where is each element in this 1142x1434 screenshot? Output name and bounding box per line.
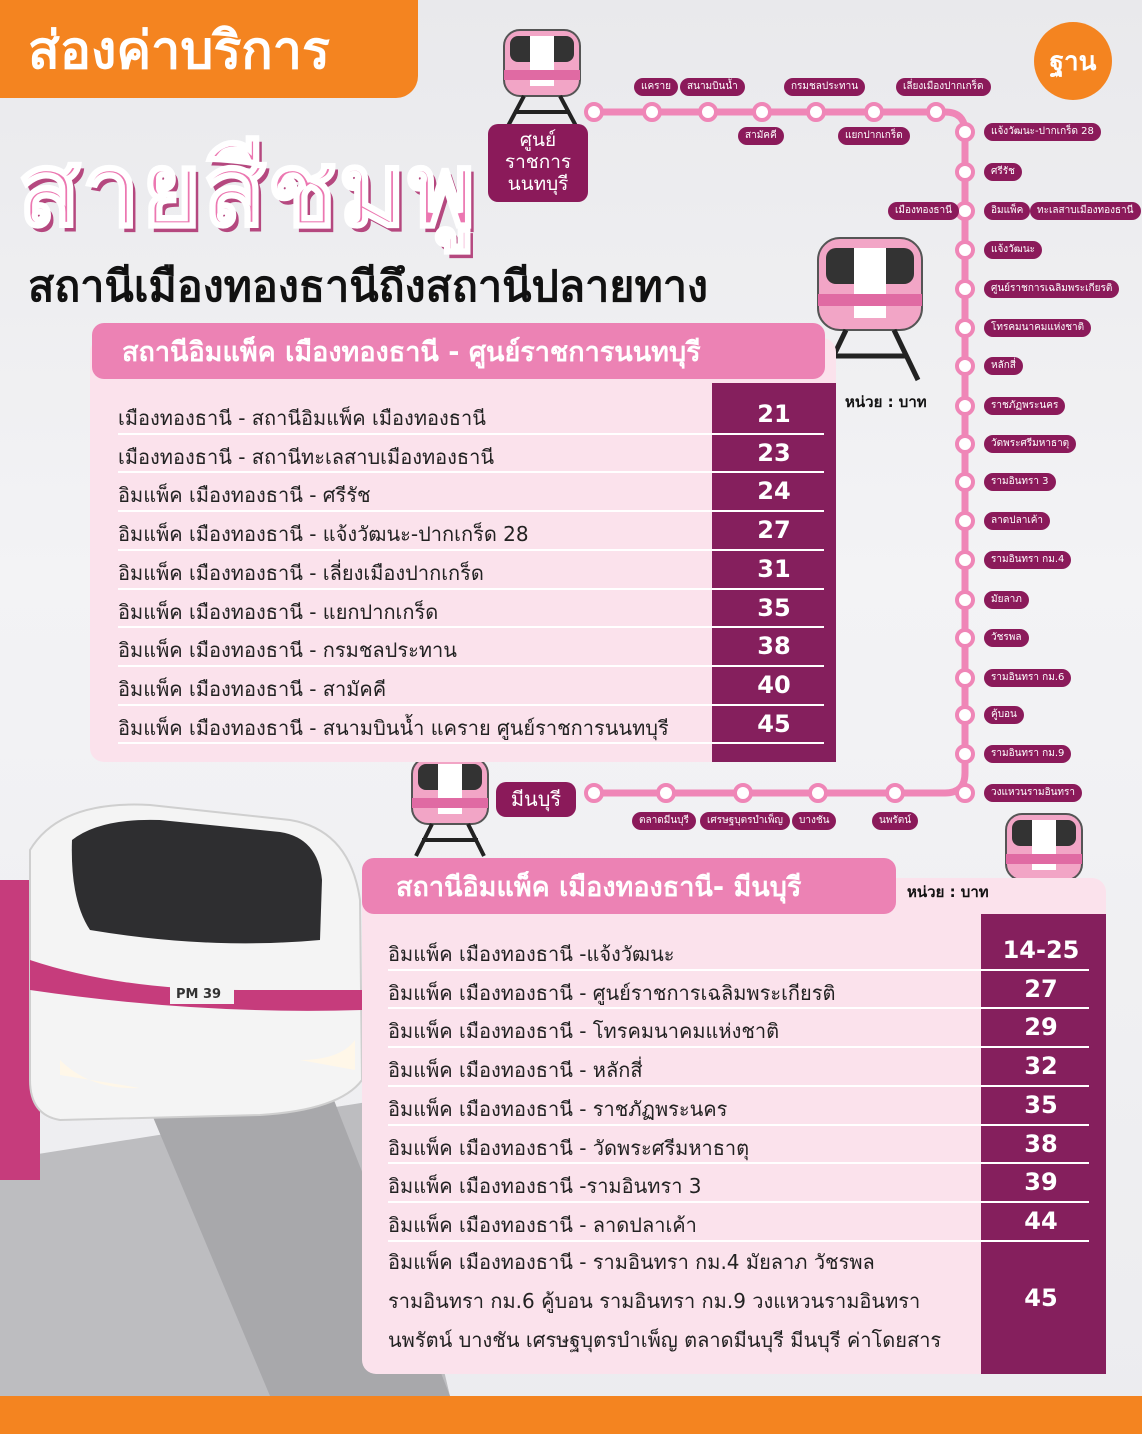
station-dot <box>957 358 973 374</box>
route-cell: เมืองทองธานี - สถานีอิมแพ็ค เมืองทองธานี <box>118 406 486 430</box>
station-label: วัดพระศรีมหาธาตุ <box>984 435 1076 453</box>
route-cell: อิมแพ็ค เมืองทองธานี - ลาดปลาเค้า <box>388 1212 697 1237</box>
station-label: เศรษฐบุตรบำเพ็ญ <box>700 812 790 830</box>
station-label: ศรีรัช <box>984 163 1022 181</box>
route-cell: อิมแพ็ค เมืองทองธานี - เลี่ยงเมืองปากเกร็ด <box>118 560 484 585</box>
fare-cell: 39 <box>1024 1168 1058 1197</box>
route-cell: อิมแพ็ค เมืองทองธานี - ราชภัฏพระนคร <box>388 1096 728 1121</box>
fare-cell: 38 <box>1024 1129 1058 1158</box>
station-dot <box>586 104 602 120</box>
station-dot <box>658 785 674 801</box>
row-divider <box>388 1007 1089 1009</box>
row-divider <box>118 626 824 628</box>
station-label: วงแหวนรามอินทรา <box>984 784 1082 802</box>
fare-cell: 32 <box>1024 1052 1058 1081</box>
unit-label: หน่วย : บาท <box>907 883 989 901</box>
station-label: หลักสี่ <box>984 357 1023 375</box>
station-dot <box>957 552 973 568</box>
row-divider <box>388 1085 1089 1087</box>
station-label: ลาดปลาเค้า <box>984 512 1050 530</box>
station-dot <box>957 398 973 414</box>
route-cell: เมืองทองธานี - สถานีทะเลสาบเมืองทองธานี <box>118 444 495 469</box>
train-icon <box>412 758 488 856</box>
fare-cell: 29 <box>1024 1013 1058 1042</box>
fare-cell: 27 <box>757 516 791 545</box>
station-label: โทรคมนาคมแห่งชาติ <box>984 319 1091 337</box>
station-label: บางชัน <box>792 812 836 830</box>
route-cell: อิมแพ็ค เมืองทองธานี - แจ้งวัฒนะ-ปากเกร็ด 28 <box>118 522 529 547</box>
station-label: นพรัตน์ <box>872 812 918 830</box>
row-divider <box>388 1124 1089 1126</box>
page-subtitle: สถานีเมืองทองธานีถึงสถานีปลายทาง <box>28 262 708 312</box>
station-dot <box>957 320 973 336</box>
station-dot <box>957 436 973 452</box>
station-label: คู้บอน <box>984 706 1024 724</box>
station-label: เลี่ยงเมืองปากเกร็ด <box>896 78 991 96</box>
station-dot <box>957 242 973 258</box>
route-cell: รามอินทรา กม.6 คู้บอน รามอินทรา กม.9 วงแหวนรามอินทรา <box>388 1289 921 1313</box>
row-divider <box>388 1240 1089 1242</box>
station-dot <box>957 474 973 490</box>
terminal-north-label: ศูนย์ราชการ นนทบุรี <box>488 124 588 202</box>
fare-cell: 35 <box>757 593 791 622</box>
route-cell: อิมแพ็ค เมืองทองธานี - รามอินทรา กม.4 มัยลาภ วัชรพล <box>388 1250 875 1274</box>
station-dot <box>957 785 973 801</box>
station-dot <box>957 630 973 646</box>
fare-cell: 38 <box>757 632 791 661</box>
fare-cell: 45 <box>1024 1284 1058 1312</box>
route-cell: นพรัตน์ บางชัน เศรษฐบุตรบำเพ็ญ ตลาดมีนบุรี มีนบุรี ค่าโดยสาร <box>388 1328 942 1352</box>
row-divider <box>118 433 824 435</box>
route-cell: อิมแพ็ค เมืองทองธานี - ศรีรัช <box>118 483 371 508</box>
station-dot <box>957 592 973 608</box>
route-cell: อิมแพ็ค เมืองทองธานี - วัดพระศรีมหาธาตุ <box>388 1135 750 1160</box>
fare-cell: 23 <box>757 438 791 467</box>
station-dot <box>957 124 973 140</box>
route-cell: อิมแพ็ค เมืองทองธานี - ศูนย์ราชการเฉลิมพระเกียรติ <box>388 980 836 1005</box>
unit-label: หน่วย : บาท <box>845 393 927 411</box>
row-divider <box>388 1201 1089 1203</box>
station-label: รามอินทรา 3 <box>984 473 1056 491</box>
fare-cell: 14-25 <box>1002 936 1080 964</box>
train-number: PM 39 <box>176 987 222 1002</box>
station-label: กรมชลประทาน <box>784 78 865 96</box>
row-divider <box>118 704 824 706</box>
bottom-bar <box>0 1396 1142 1434</box>
row-divider <box>118 510 824 512</box>
station-dot <box>586 785 602 801</box>
brand-logo: ฐาน <box>1034 22 1112 100</box>
table-header: สถานีอิมแพ็ค เมืองทองธานี- มีนบุรี <box>362 858 896 914</box>
station-label: มัยลาภ <box>984 591 1029 609</box>
route-cell: อิมแพ็ค เมืองทองธานี - แยกปากเกร็ด <box>118 599 439 624</box>
station-label: ศูนย์ราชการเฉลิมพระเกียรติ <box>984 280 1119 298</box>
train-icon <box>504 30 580 126</box>
row-divider <box>388 1162 1089 1164</box>
station-dot <box>866 104 882 120</box>
station-label: รามอินทรา กม.4 <box>984 551 1071 569</box>
station-label: แคราย <box>634 78 678 96</box>
row-divider <box>118 471 824 473</box>
station-label: ทะเลสาบเมืองทองธานี <box>1030 202 1141 220</box>
route-cell: อิมแพ็ค เมืองทองธานี -แจ้งวัฒนะ <box>388 942 675 966</box>
station-dot <box>957 203 973 219</box>
fare-cell: 45 <box>757 709 791 738</box>
station-label: สนามบินน้ำ <box>680 78 745 96</box>
station-label: ตลาดมีนบุรี <box>632 812 696 830</box>
station-dot <box>644 104 660 120</box>
route-cell: อิมแพ็ค เมืองทองธานี - สนามบินน้ำ แคราย ศูนย์ราชการนนทบุรี <box>118 715 669 740</box>
station-dot <box>810 785 826 801</box>
station-label: แจ้งวัฒนะ <box>984 241 1042 259</box>
station-dot <box>887 785 903 801</box>
station-label: แยกปากเกร็ด <box>838 127 910 145</box>
fare-cell: 31 <box>757 554 791 583</box>
station-dot <box>735 785 751 801</box>
station-dot <box>808 104 824 120</box>
station-dot <box>754 104 770 120</box>
terminal-east-label: มีนบุรี <box>496 782 576 817</box>
route-cell: อิมแพ็ค เมืองทองธานี -รามอินทรา 3 <box>388 1174 702 1199</box>
station-label: รามอินทรา กม.9 <box>984 745 1071 763</box>
fare-cell: 40 <box>757 670 791 699</box>
station-dot <box>957 707 973 723</box>
row-divider <box>118 742 824 744</box>
route-cell: อิมแพ็ค เมืองทองธานี - สามัคคี <box>118 676 387 701</box>
station-label: สามัคคี <box>738 127 784 145</box>
route-cell: อิมแพ็ค เมืองทองธานี - หลักสี่ <box>388 1058 643 1083</box>
row-divider <box>118 665 824 667</box>
station-label: แจ้งวัฒนะ-ปากเกร็ด 28 <box>984 123 1101 141</box>
station-label: วัชรพล <box>984 629 1029 647</box>
station-dot <box>957 670 973 686</box>
header-tag: ส่องค่าบริการ <box>0 0 418 98</box>
table-header: สถานีอิมแพ็ค เมืองทองธานี - ศูนย์ราชการนนทบุรี <box>92 323 825 379</box>
fare-cell: 27 <box>1024 974 1058 1003</box>
station-dot <box>957 746 973 762</box>
station-label: อิมแพ็ค <box>984 202 1030 220</box>
route-cell: อิมแพ็ค เมืองทองธานี - โทรคมนาคมแห่งชาติ <box>388 1019 780 1044</box>
fare-cell: 21 <box>757 400 791 428</box>
station-label: ราชภัฏพระนคร <box>984 397 1065 415</box>
station-dot <box>957 164 973 180</box>
station-dot <box>700 104 716 120</box>
row-divider <box>118 588 824 590</box>
station-dot <box>957 281 973 297</box>
line-title: สายสีชมพู <box>18 131 478 250</box>
station-dot <box>957 513 973 529</box>
route-cell: อิมแพ็ค เมืองทองธานี - กรมชลประทาน <box>118 638 457 663</box>
fare-cell: 24 <box>757 477 791 506</box>
row-divider <box>118 549 824 551</box>
station-label: รามอินทรา กม.6 <box>984 669 1071 687</box>
fare-cell: 35 <box>1024 1090 1058 1119</box>
row-divider <box>388 969 1089 971</box>
fare-cell: 44 <box>1024 1206 1058 1235</box>
station-dot <box>928 104 944 120</box>
row-divider <box>388 1046 1089 1048</box>
station-label: เมืองทองธานี <box>888 202 959 220</box>
